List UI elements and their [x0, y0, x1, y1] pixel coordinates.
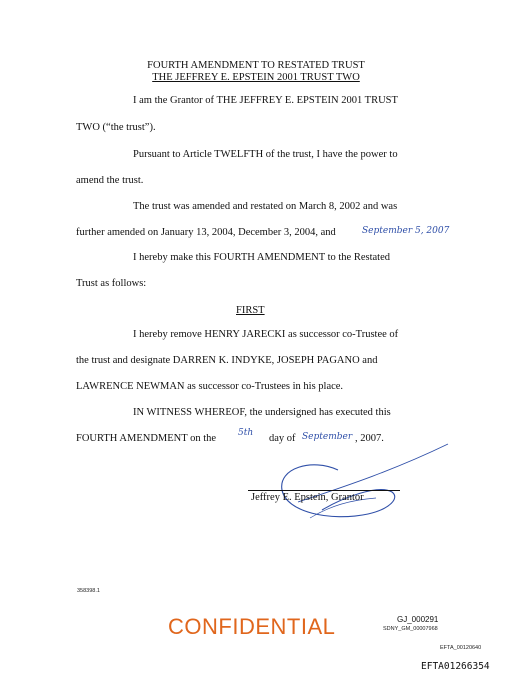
paragraph-grantor-line2: TWO (“the trust”).: [76, 122, 156, 133]
paragraph-amended-line1: The trust was amended and restated on March 8, 2002 and was: [133, 201, 398, 212]
paragraph-amended-line2: further amended on January 13, 2004, December 3, 2004, and: [76, 227, 336, 238]
paragraph-power-line2: amend the trust.: [76, 175, 144, 186]
paragraph-make-amendment-line1: I hereby make this FOURTH AMENDMENT to the Restated: [133, 252, 390, 263]
paragraph-trustees-line2: the trust and designate DARREN K. INDYKE, JOSEPH PAGANO and: [76, 355, 378, 366]
handwritten-date: September 5, 2007: [362, 226, 450, 236]
document-title: FOURTH AMENDMENT TO RESTATED TRUST: [147, 60, 365, 71]
paragraph-witness-line1: IN WITNESS WHEREOF, the undersigned has executed this: [133, 407, 391, 418]
efta-bates-number: EFTA01266354: [421, 661, 490, 672]
document-number: 358398.1: [77, 588, 100, 594]
paragraph-power-line1: Pursuant to Article TWELFTH of the trust, I have the power to: [133, 149, 398, 160]
paragraph-grantor-line1: I am the Grantor of THE JEFFREY E. EPSTEIN 2001 TRUST: [133, 95, 398, 106]
paragraph-make-amendment-line2: Trust as follows:: [76, 278, 147, 289]
signature-rule: [248, 490, 400, 491]
signature-name: Jeffrey E. Epstein, Grantor: [251, 492, 364, 503]
paragraph-witness-mid: day of: [269, 433, 296, 444]
paragraph-witness-prefix: FOURTH AMENDMENT on the: [76, 433, 217, 444]
efta-small-number: EFTA_00120640: [440, 645, 482, 651]
section-heading-first: FIRST: [236, 305, 265, 316]
signature-scribble: [250, 440, 450, 535]
sdny-bates-number: SDNY_GM_00007968: [383, 626, 438, 632]
handwritten-month: September: [302, 432, 353, 442]
trust-name-title: THE JEFFREY E. EPSTEIN 2001 TRUST TWO: [152, 72, 360, 83]
confidential-stamp: CONFIDENTIAL: [168, 614, 336, 639]
handwritten-day: 5th: [238, 428, 254, 438]
paragraph-witness-suffix: , 2007.: [355, 433, 384, 444]
paragraph-trustees-line1: I hereby remove HENRY JARECKI as successor co-Trustee of: [133, 329, 399, 340]
gj-bates-number: GJ_000291: [397, 615, 439, 624]
paragraph-trustees-line3: LAWRENCE NEWMAN as successor co-Trustees in his place.: [76, 381, 344, 392]
